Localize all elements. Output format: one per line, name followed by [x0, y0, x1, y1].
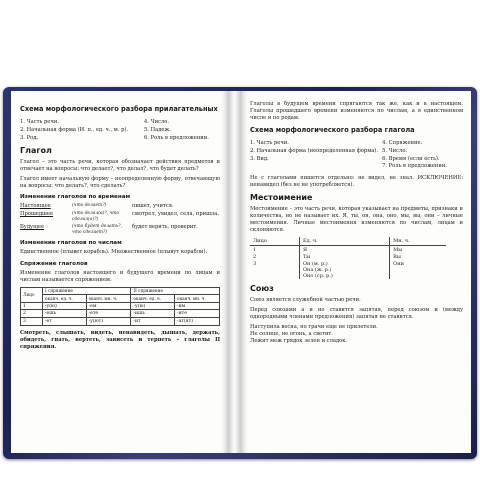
- adj-scheme-list: 1. Часть речи. 2. Начальная форма (И. п., ед. ч., м. р). 3. Род. 4. Число. 5. Падеж. 6. Роль в предложении.: [20, 119, 209, 141]
- verb-heading: Глагол: [20, 146, 52, 156]
- number-heading: Изменение глаголов по числам: [20, 240, 122, 247]
- union-rule: Перед союзами а и но ставится запятая, перед союзом и (между однородными членами предложения) запятая не ставится.: [250, 307, 463, 321]
- tense-heading: Изменение глаголов по временам: [20, 194, 131, 201]
- tense-row: Будущее (что будет делать?, что сделает?) будет верить, проверит.: [20, 223, 198, 236]
- conjugation-exceptions: Смотреть, слышать, видеть, ненавидеть, дышать, держать, обидеть, гнать, вертеть, зависеть и терпеть – глаголы II спряжения.: [20, 329, 220, 350]
- verb-scheme-list: 1. Часть речи. 2. Начальная форма (неопределенная форма). 3. Вид. 4. Спряжение. 5. Число. 6. Время (если есть). 7. Роль в предложении.: [250, 140, 447, 170]
- tense-row: Настоящее (что делает?) пишет, учится.: [20, 203, 174, 210]
- union-example: Лежит меж грядок зелен и сладок.: [250, 338, 348, 345]
- conjugation-heading: Спряжение глаголов: [20, 260, 88, 267]
- conjugation-text: Изменение глаголов настоящего и будущего времени по лицам и числам называется спряжением.: [20, 269, 220, 283]
- number-text: Единственное (плывет корабль). Множественное (плывут корабли).: [20, 249, 208, 256]
- union-definition: Союз является служебной частью речи.: [250, 297, 361, 304]
- adj-scheme-title: Схема морфологического разбора прилагательных: [20, 105, 218, 113]
- right-page: [241, 91, 471, 453]
- pronoun-table: Лицо Ед. ч. Мн. ч. 1 Я Мы 2 Ты Вы 3 Он (м. р.) Она (ж. р.) Оно (ср. р.) Они: [250, 237, 446, 279]
- union-example: Наступила весна, но грачи еще не прилетели.: [250, 324, 378, 331]
- verb-tense-intro: Глаголы в будущем времени спрягаются так же, как и в настоящем. Глаголы прошедшего времени изменяются по числам, а в единственном числе и по родам.: [250, 101, 463, 122]
- table-row: 3 Он (м. р.) Она (ж. р.) Оно (ср. р.) Они: [250, 260, 446, 279]
- table-row: 1 Я Мы: [250, 246, 446, 254]
- tense-row: Прошедшее (что делал(а)?, что сделал(а)?) смотрел, увидел, села, пришла.: [20, 210, 219, 223]
- pronoun-heading: Местоимение: [250, 193, 313, 203]
- table-row: 1 -у(ю) -ем -у(ю) -им: [21, 302, 220, 310]
- table-row: 2 -ешь -ете -ишь -ите: [21, 310, 220, 318]
- conjugation-table: Лицо I спряжение II спряжение оканч. ед. ч. оканч. мн. ч. оканч. ед. ч. оканч. мн. ч. 1 -у(ю) -ем -у(ю) -им 2 -ешь -ете -ишь -ите 3 -ет -у(ют) -ит -ат(ят): [20, 287, 220, 326]
- left-page: [11, 91, 228, 453]
- verb-definition: Глагол – это часть речи, которая обозначает действия предметов и отвечает на вопросы: что делает?, что делал?, что будет делать?: [20, 159, 220, 173]
- table-row: 3 -ет -у(ют) -ит -ат(ят): [21, 317, 220, 325]
- verb-initial-form: Глагол имеет начальную форму – неопределенную форму, отвечающую на вопросы: что делать?, что сделать?: [20, 176, 220, 190]
- ne-rule: Не с глаголами пишется отдельно: не видел, не знал. ИСКЛЮЧЕНИЕ: ненавидел (без не не употребляется).: [250, 175, 463, 189]
- union-example: Не солнце, не огонь, а светит.: [250, 331, 333, 338]
- book-spine: [228, 91, 241, 453]
- union-heading: Союз: [250, 284, 274, 294]
- table-row: 2 Ты Вы: [250, 253, 446, 260]
- verb-scheme-title: Схема морфологического разбора глагола: [250, 126, 415, 135]
- pronoun-definition: Местоимение – это часть речи, которая указывает на предметы, признаки и количества, но не называет их. Я, ты, он, она, оно, мы, вы, они – личные местоимения. Личные местоимения изменяются по числам, лицам и склоняются.: [250, 206, 463, 234]
